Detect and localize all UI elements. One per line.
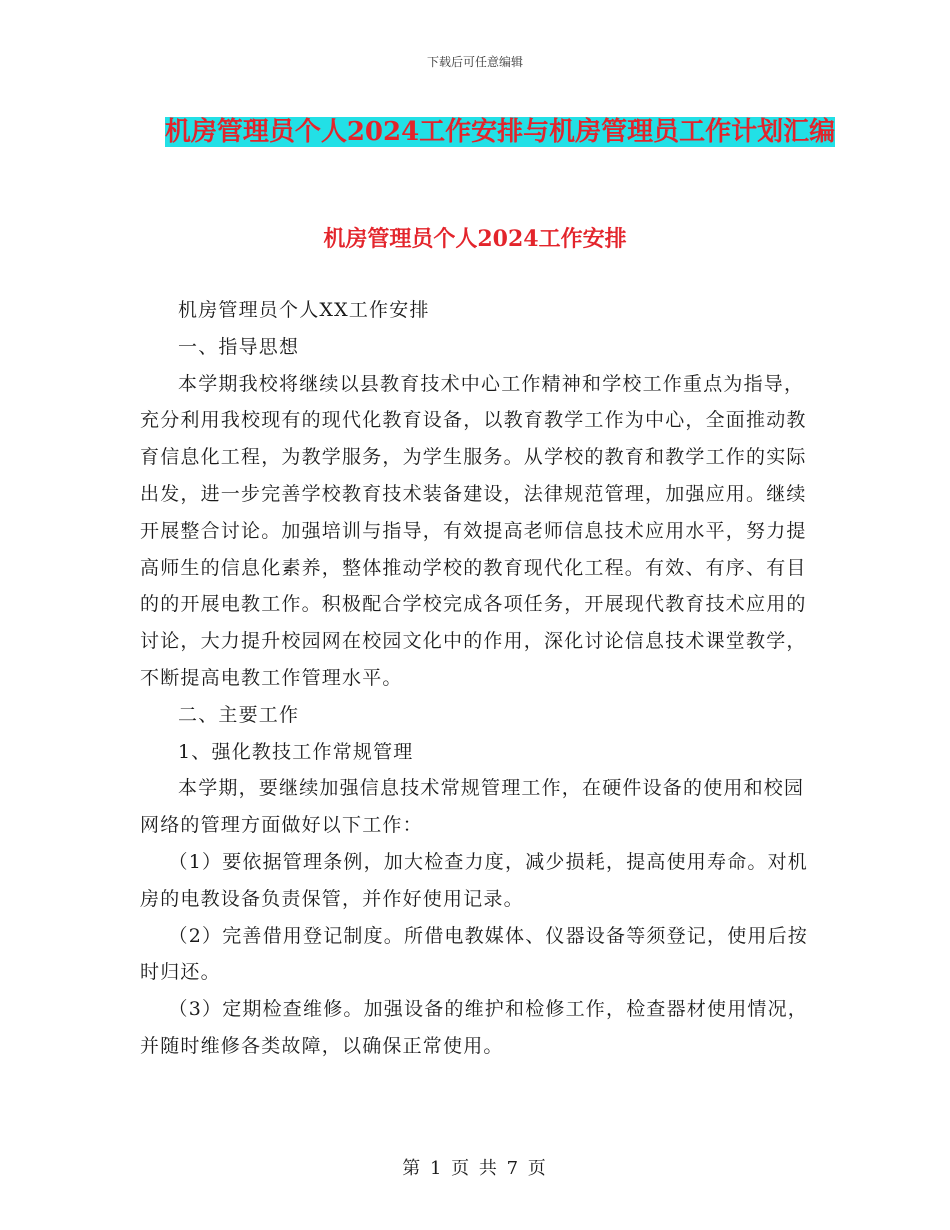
list-item-2: （2）完善借用登记制度。所借电教媒体、仪器设备等须登记，使用后按时归还。	[140, 924, 808, 984]
list-item-1: （1）要依据管理条例，加大检查力度，减少损耗，提高使用寿命。对机房的电教设备负责保管，并作好使用记录。	[140, 850, 808, 910]
paragraph-subtitle: 机房管理员个人XX工作安排	[178, 299, 430, 321]
heading-routine-management: 1、强化教技工作常规管理	[178, 740, 414, 763]
paragraph-guiding-ideology: 本学期我校将继续以县教育技术中心工作精神和学校工作重点为指导，充分利用我校现有的现代化教育设备，以教育教学工作为中心，全面推动教育信息化工程，为教学服务，为学生服务。从学校的教育和教学工作的实际出发，进一步完善学校教育技术装备建设，法律规范管理，加强应用。继续开展整合讨论。加强培训与指导，有效提高老师信息技术应用水平，努力提高师生的信息化素养，整体推动学校的教育现代化工程。有效、有序、有目的的开展电教工作。积极配合学校完成各项任务，开展现代教育技术应用的讨论，大力提升校园网在校园文化中的作用，深化讨论信息技术课堂教学，不断提高电教工作管理水平。	[140, 372, 807, 689]
document-title	[150, 110, 850, 154]
section-title: 机房管理员个人2024工作安排	[323, 226, 627, 252]
page-footer: 第 1 页 共 7 页	[402, 1158, 548, 1179]
header-note: 下载后可任意编辑	[426, 55, 523, 69]
document-body	[140, 292, 820, 1065]
document-title-text: 机房管理员个人2024工作安排与机房管理员工作计划汇编	[164, 117, 836, 147]
list-item-3: （3）定期检查维修。加强设备的维护和检修工作，检查器材使用情况，并随时维修各类故障，以确保正常使用。	[140, 998, 808, 1057]
heading-main-work: 二、主要工作	[178, 703, 300, 726]
paragraph-routine-management: 本学期，要继续加强信息技术常规管理工作，在硬件设备的使用和校园网络的管理方面做好以下工作：	[140, 777, 805, 837]
heading-guiding-ideology: 一、指导思想	[178, 335, 300, 358]
